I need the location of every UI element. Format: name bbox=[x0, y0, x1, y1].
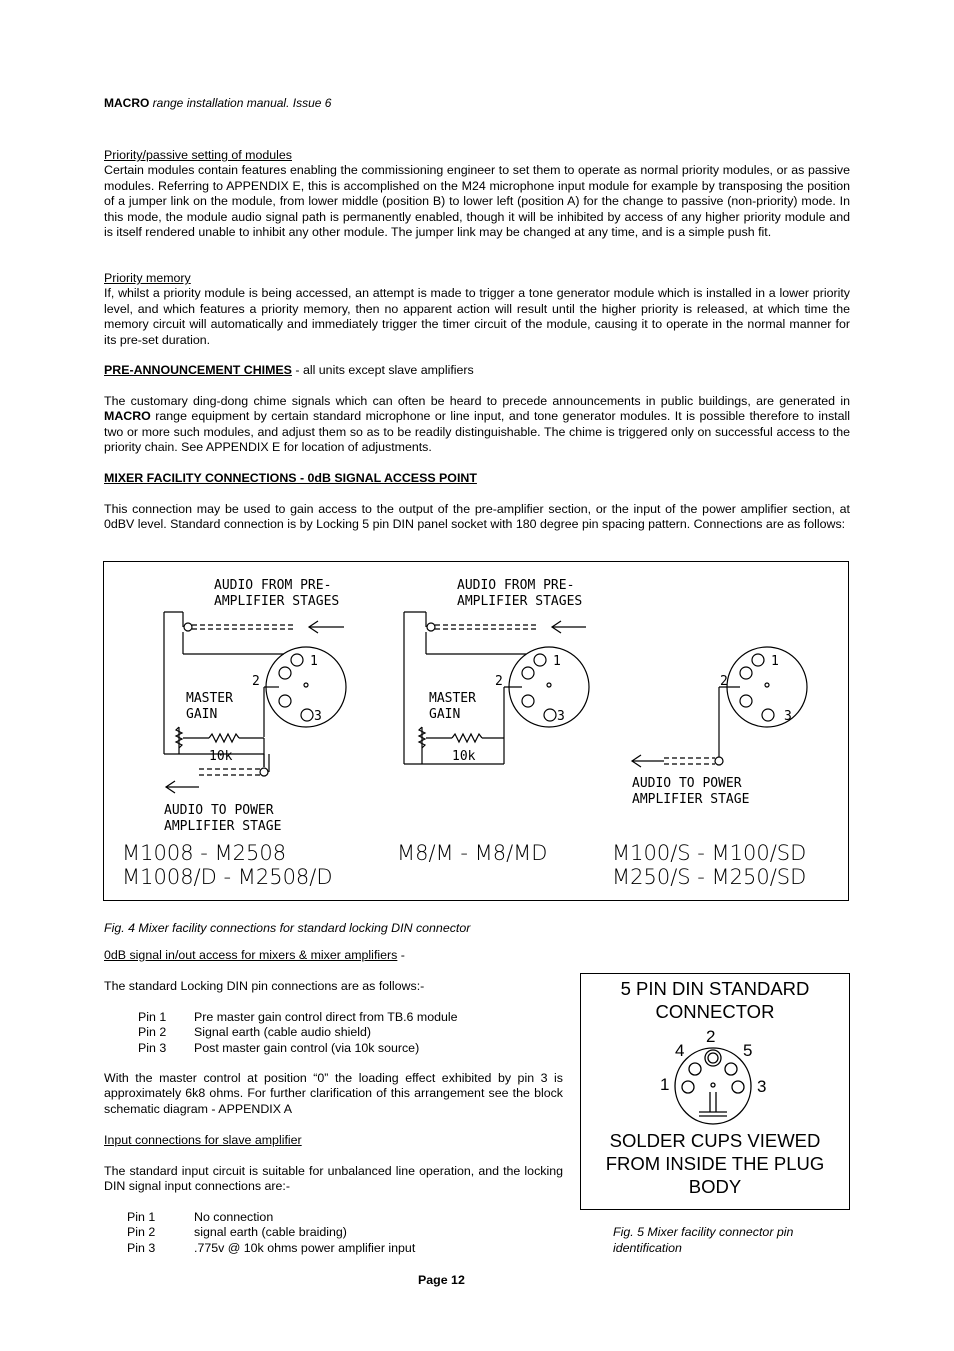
section-mixer-heading bbox=[104, 471, 850, 486]
panel-b-text bbox=[397, 578, 582, 865]
panel-b-pin2: 2 bbox=[495, 674, 503, 689]
section-body: If, whilst a priority module is being accessed, an attempt is made to trigger a tone generator module which is installed in a lower priority level, and which features a priority memory, then no apparent action will result until the higher priority is released, at which time the memory circuit will automatically and immediately trigger the timer circuit of the module, causing it to operate in the normal manner for its pre-set duration. bbox=[104, 286, 850, 347]
access-loading-text: With the master control at position “0” the loading effect exhibited by pin 3 is approximately 6k8 ohms. For further clarification of this arrangement see the block schematic diagram - APPENDIX A bbox=[104, 1071, 563, 1116]
panel-a-audio-to-l1: AUDIO TO POWER bbox=[164, 803, 274, 818]
panel-c-audio-to-l1: AUDIO TO POWER bbox=[632, 776, 742, 791]
panel-a-pin1: 1 bbox=[310, 654, 318, 669]
mixer-connection-diagram bbox=[103, 561, 849, 901]
panel-b-pin3: 3 bbox=[557, 709, 565, 724]
panel-c-model-2: M250/S - M250/SD bbox=[612, 865, 807, 889]
panel-c-audio-to-l2: AMPLIFIER STAGE bbox=[632, 792, 750, 807]
din-title-line-2: CONNECTOR bbox=[655, 1001, 775, 1022]
panel-c-pin2: 2 bbox=[720, 674, 728, 689]
access-intro: The standard Locking DIN pin connections are as follows:- bbox=[104, 979, 425, 993]
access-pin-desc: Signal earth (cable audio shield) bbox=[194, 1025, 372, 1039]
access-pin-label: Pin 3 bbox=[138, 1041, 167, 1055]
header-brand: MACRO bbox=[104, 96, 150, 110]
din-footer-line-1: SOLDER CUPS VIEWED bbox=[609, 1130, 821, 1151]
panel-a-pin2: 2 bbox=[252, 674, 260, 689]
header-text: range installation manual. Issue 6 bbox=[149, 96, 332, 110]
din-pin-1-label: 1 bbox=[660, 1075, 670, 1094]
access-pin-desc: Post master gain control (via 10k source) bbox=[194, 1041, 420, 1055]
slave-pin-label: Pin 1 bbox=[127, 1210, 156, 1224]
slave-pin-desc: .775v @ 10k ohms power amplifier input bbox=[194, 1241, 416, 1255]
din-connector-figure bbox=[580, 973, 850, 1210]
access-pin-label: Pin 2 bbox=[138, 1025, 167, 1039]
section-heading: Priority memory bbox=[104, 271, 191, 285]
panel-b-model-1: M8/M - M8/MD bbox=[397, 841, 548, 865]
panel-a-audio-from-l1: AUDIO FROM PRE- bbox=[214, 578, 332, 593]
fig5-caption-line-2: identification bbox=[613, 1240, 682, 1255]
section-chimes-heading bbox=[104, 363, 850, 378]
din-pin-3-label: 3 bbox=[757, 1077, 767, 1096]
panel-c bbox=[632, 647, 807, 767]
panel-b-audio-from-l2: AMPLIFIER STAGES bbox=[457, 594, 583, 609]
din-footer-line-2: FROM INSIDE THE PLUG bbox=[605, 1153, 825, 1174]
panel-a-master: MASTER bbox=[186, 691, 233, 706]
access-heading-suffix: - bbox=[397, 948, 405, 962]
fig5-caption bbox=[613, 1225, 793, 1256]
panel-b-master: MASTER bbox=[429, 691, 476, 706]
panel-c-model-1: M100/S - M100/SD bbox=[612, 841, 807, 865]
panel-a-audio-to-l2: AMPLIFIER STAGE bbox=[164, 819, 282, 834]
panel-b-audio-from-l1: AUDIO FROM PRE- bbox=[457, 578, 575, 593]
access-pin-desc: Pre master gain control direct from TB.6 module bbox=[194, 1010, 458, 1024]
chimes-body-a: The customary ding-dong chime signals which can often be heard to precede announcements in public buildings, are generated in bbox=[104, 394, 850, 408]
diagram-svg bbox=[104, 562, 850, 902]
panel-a-text bbox=[122, 578, 339, 889]
running-header bbox=[104, 96, 331, 110]
section-heading: MIXER FACILITY CONNECTIONS - 0dB SIGNAL ACCESS POINT bbox=[104, 471, 477, 485]
slave-pin-label: Pin 2 bbox=[127, 1225, 156, 1239]
chimes-body-b: range equipment by certain standard microphone or line input, and tone generator modules. It is possible therefore to install two or more such modules, and adjust them so as to be readily distinguishable. The chime is triggered only on successful access to the priority chain. See APPENDIX E for location of adjustments. bbox=[104, 409, 850, 455]
page-number: Page 12 bbox=[418, 1273, 465, 1287]
din-title-line-1: 5 PIN DIN STANDARD bbox=[620, 978, 810, 999]
din-pin-5-label: 5 bbox=[743, 1041, 753, 1060]
slave-pin-label: Pin 3 bbox=[127, 1241, 156, 1255]
access-heading-row bbox=[104, 948, 405, 962]
panel-a-audio-from-l2: AMPLIFIER STAGES bbox=[214, 594, 340, 609]
slave-heading: Input connections for slave amplifier bbox=[104, 1133, 302, 1147]
slave-pin-desc: No connection bbox=[194, 1210, 274, 1224]
access-pin-label: Pin 1 bbox=[138, 1010, 167, 1024]
panel-c-text bbox=[612, 654, 806, 889]
panel-a-model-2: M1008/D - M2508/D bbox=[122, 865, 333, 889]
panel-b-resistor: 10k bbox=[452, 749, 476, 764]
section-heading: PRE-ANNOUNCEMENT CHIMES bbox=[104, 363, 292, 377]
panel-a-resistor: 10k bbox=[209, 749, 233, 764]
panel-b-pin1: 1 bbox=[553, 654, 561, 669]
din-pin-2-label: 2 bbox=[706, 1027, 716, 1046]
access-heading: 0dB signal in/out access for mixers & mixer amplifiers bbox=[104, 948, 398, 962]
panel-a-gain: GAIN bbox=[186, 707, 218, 722]
section-priority-memory bbox=[104, 271, 850, 348]
section-mixer-body: This connection may be used to gain access to the output of the pre-amplifier section, or the input of the power amplifier section, at 0dBV level. Standard connection is by Locking 5 pin DIN panel socket with 180 degree pin spacing pattern. Connections are as follows: bbox=[104, 502, 850, 532]
section-body: Certain modules contain features enabling the commissioning engineer to set them to operate as normal priority modules, or as passive modules. Referring to APPENDIX E, this is accomplished on the M24 microphone input module for example by transposing the position of a jumper link on the module, from lower middle (position B) to lower left (position A) for the change to passive (non-priority) mode. In this mode, the module audio signal path is permanently enabled, though it will be inhibited by access of any higher priority module and is itself rendered unable to inhibit any other module. The jumper link may be changed at any time, and is a simple push fit. bbox=[104, 163, 850, 240]
section-heading: Priority/passive setting of modules bbox=[104, 148, 293, 162]
fig4-caption: Fig. 4 Mixer facility connections for standard locking DIN connector bbox=[104, 921, 471, 935]
panel-c-pin3: 3 bbox=[784, 709, 792, 724]
section-priority-passive bbox=[104, 148, 850, 240]
panel-a-pin3: 3 bbox=[314, 709, 322, 724]
section-chimes-body bbox=[104, 394, 850, 456]
fig5-caption-line-1: Fig. 5 Mixer facility connector pin bbox=[613, 1225, 794, 1239]
panel-b-gain: GAIN bbox=[429, 707, 461, 722]
din-footer-line-3: BODY bbox=[688, 1176, 742, 1197]
din-pin-4-label: 4 bbox=[675, 1041, 685, 1060]
chimes-brand: MACRO bbox=[104, 409, 151, 424]
slave-intro: The standard input circuit is suitable for unbalanced line operation, and the locking DIN signal input connections are:- bbox=[104, 1164, 563, 1194]
section-heading-suffix: - all units except slave amplifiers bbox=[291, 363, 474, 377]
slave-pin-desc: signal earth (cable braiding) bbox=[194, 1225, 347, 1239]
panel-a-model-1: M1008 - M2508 bbox=[122, 841, 287, 865]
panel-c-pin1: 1 bbox=[771, 654, 779, 669]
